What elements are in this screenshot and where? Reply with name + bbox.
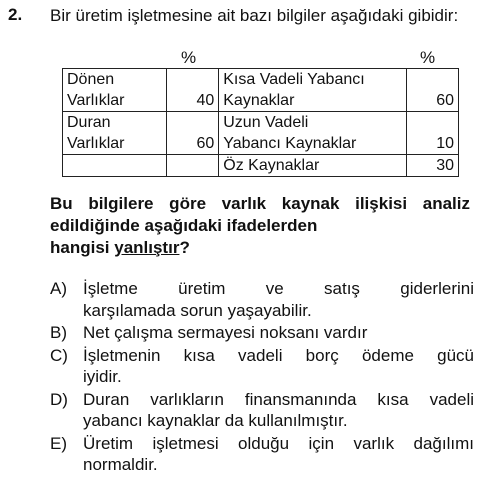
asset-cell: Duran Varlıklar (63, 112, 167, 155)
option-d[interactable]: D) Duran varlıkların finansmanında kısa vadeli yabancı kaynaklar da kullanılmıştır. (50, 389, 474, 430)
percent-header-assets: % (181, 48, 197, 67)
table-row (63, 155, 459, 177)
asset-value (166, 155, 218, 177)
watermark (0, 82, 7, 128)
option-a[interactable]: A) İşletme üretim ve satış giderlerini karşılamada sorun yaşayabilir. (50, 279, 474, 320)
source-cell: Öz Kaynaklar (219, 155, 406, 177)
source-value: 60 (406, 69, 458, 112)
source-cell: Uzun Vadeli Yabancı Kaynaklar (219, 112, 406, 155)
question-number: 2. (8, 5, 23, 24)
source-value: 30 (406, 155, 458, 177)
percent-header-sources: % (420, 48, 436, 67)
table-row (63, 112, 459, 155)
option-c[interactable]: C) İşletmenin kısa vadeli borç ödeme gücü iyidir. (50, 345, 474, 386)
asset-cell: Dönen Varlıklar (63, 69, 167, 112)
balance-table (62, 68, 459, 177)
option-letter: B) (50, 323, 67, 342)
table-row (63, 69, 459, 112)
answer-options (50, 278, 474, 477)
option-letter: E) (50, 433, 67, 453)
question-intro: Bir üretim işletmesine ait bazı bilgiler aşağıdaki gibidir: (50, 6, 459, 25)
asset-cell (63, 155, 167, 177)
emphasis-word: yanlıştır (114, 238, 180, 257)
asset-value: 60 (166, 112, 218, 155)
option-letter: A) (50, 279, 67, 298)
option-b[interactable]: B) Net çalışma sermayesi noksanı vardır (50, 323, 368, 342)
asset-value: 40 (166, 69, 218, 112)
source-value: 10 (406, 112, 458, 155)
question-stem: Bu bilgilere göre varlık kaynak ilişkisi analiz edildiğinde aşağıdaki ifadelerden hangisi yanlıştır? (50, 194, 470, 257)
option-letter: C) (50, 345, 68, 365)
source-cell: Kısa Vadeli Yabancı Kaynaklar (219, 69, 406, 112)
option-e[interactable]: E) Üretim işletmesi olduğu için varlık dağılımı normaldir. (50, 433, 474, 474)
option-letter: D) (50, 389, 68, 409)
